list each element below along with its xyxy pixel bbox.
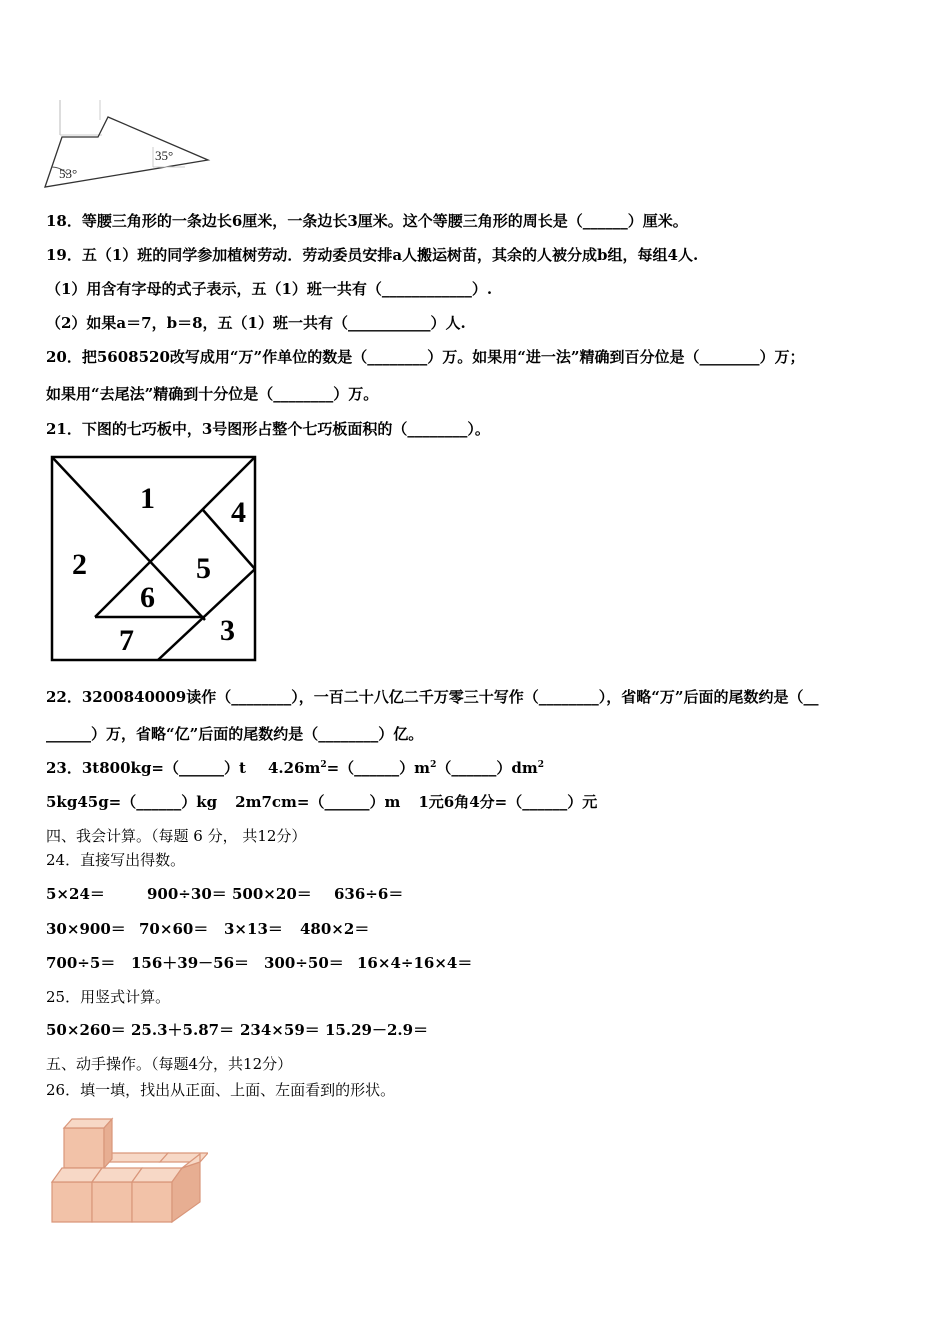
- question-22-line2: ______）万，省略“亿”后面的尾数约是（________）亿。: [46, 725, 424, 743]
- tangram-label-2: 2: [72, 548, 87, 581]
- q23-sup-2: 2: [430, 760, 437, 770]
- q23-m-conversion: 2m7cm=（______）m: [235, 793, 401, 811]
- q24-row-1: [46, 884, 403, 904]
- q23-kg-conversion: 5kg45g=（______）kg: [46, 793, 218, 811]
- q25-item: 234×59＝: [240, 1021, 320, 1039]
- q25-item: 15.29－2.9＝: [325, 1021, 429, 1039]
- question-19-stem: 19．五（1）班的同学参加植树劳动．劳动委员安排a人搬运树苗，其余的人被分成b组，每组4人.: [46, 246, 699, 264]
- question-23-line1: [46, 758, 544, 778]
- question-18: 18．等腰三角形的一条边长6厘米，一条边长3厘米。这个等腰三角形的周长是（______）厘米。: [46, 212, 688, 230]
- q23-area-value: 4.26m: [267, 759, 321, 777]
- question-22-line1: 22．3200840009读作（________），一百二十八亿二千万零三十写作（________），省略“万”后面的尾数约是（__: [46, 688, 819, 706]
- q24-item: 30×900＝: [46, 920, 126, 938]
- question-23-line2: [46, 792, 597, 812]
- q25-row: [46, 1020, 428, 1040]
- tangram-label-4: 4: [231, 496, 246, 529]
- q24-row-2: [46, 919, 369, 939]
- angle-left-label: 53°: [59, 166, 78, 181]
- question-20-line1: 20．把5608520改写成用“万”作单位的数是（________）万。如果用“进一法”精确到百分位是（________）万；: [46, 348, 805, 366]
- angle-right-label: 35°: [155, 148, 174, 163]
- section-4-heading: 四、我会计算。（每题 6 分， 共12分）: [46, 827, 307, 845]
- question-19-part2: （2）如果a＝7，b＝8，五（1）班一共有（___________）人.: [46, 314, 466, 332]
- tangram-figure: [48, 454, 260, 666]
- q23-sup-1: 2: [320, 760, 327, 770]
- q23-ton-conversion: 23．3t800kg=（______）t: [46, 759, 246, 777]
- q25-item: 25.3＋5.87＝: [131, 1021, 235, 1039]
- question-26: 26．填一填，找出从正面、上面、左面看到的形状。: [46, 1081, 396, 1099]
- tangram-label-5: 5: [196, 552, 211, 585]
- triangle-figure: [40, 95, 220, 195]
- q24-item: 500×20＝: [232, 885, 312, 903]
- q24-item: 480×2＝: [300, 920, 370, 938]
- question-19-part1: （1）用含有字母的式子表示，五（1）班一共有（____________）.: [46, 280, 493, 298]
- q25-item: 50×260＝: [46, 1021, 126, 1039]
- q24-item: 300÷50＝: [264, 954, 344, 972]
- q24-item: 16×4÷16×4＝: [357, 954, 473, 972]
- tangram-label-3: 3: [220, 614, 235, 647]
- question-20-line2: 如果用“去尾法”精确到十分位是（________）万。: [46, 385, 379, 403]
- q23-sup-3: 2: [537, 760, 544, 770]
- q23-area-dm2: （______）dm: [436, 759, 538, 777]
- q24-item: 5×24＝: [46, 885, 105, 903]
- question-24-title: 24．直接写出得数。: [46, 851, 186, 869]
- tangram-label-6: 6: [140, 581, 155, 614]
- q24-item: 700÷5＝: [46, 954, 116, 972]
- question-25-title: 25．用竖式计算。: [46, 988, 171, 1006]
- q23-yuan-conversion: 1元6角4分=（______）元: [418, 793, 598, 811]
- q23-area-m2: =（______）m: [326, 759, 431, 777]
- tangram-label-1: 1: [140, 482, 155, 515]
- tangram-label-7: 7: [119, 624, 134, 657]
- q24-item: 3×13＝: [224, 920, 283, 938]
- q24-item: 156＋39－56＝: [131, 954, 250, 972]
- q24-row-3: [46, 953, 472, 973]
- question-21: 21．下图的七巧板中，3号图形占整个七巧板面积的（________）。: [46, 420, 490, 438]
- q24-item: 70×60＝: [139, 920, 209, 938]
- cube-stack-figure: [48, 1110, 208, 1228]
- q24-item: 900÷30＝: [147, 885, 227, 903]
- section-5-heading: 五、动手操作。（每题4分，共12分）: [46, 1055, 293, 1073]
- q24-item: 636÷6＝: [334, 885, 404, 903]
